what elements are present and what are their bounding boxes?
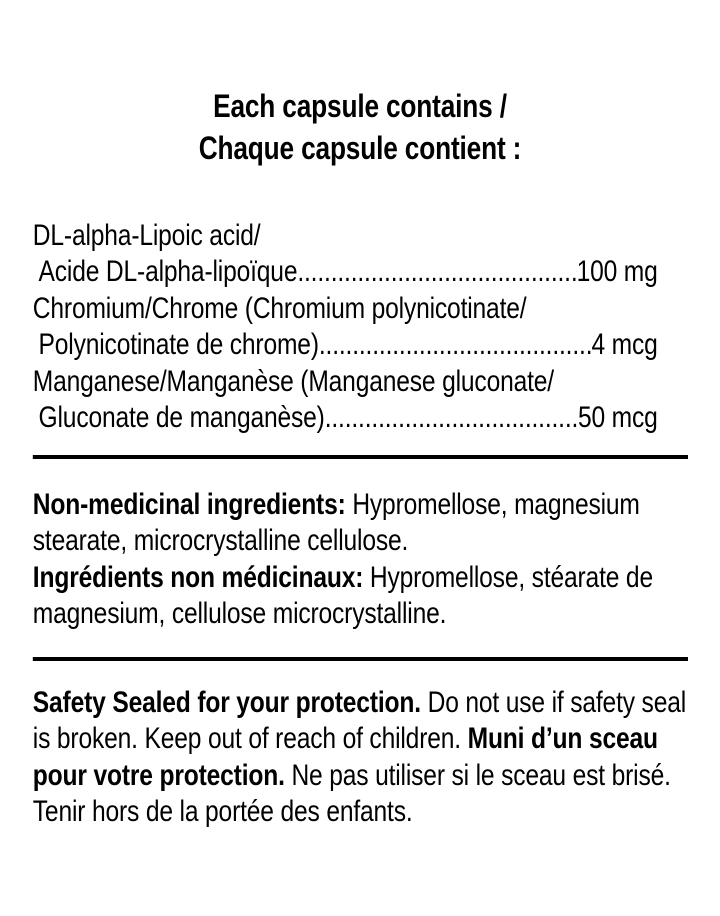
label-title (0, 85, 720, 169)
safety-line (33, 721, 688, 758)
non-medicinal-section (33, 487, 688, 633)
safety-fr-label: Muni d’un sceau (467, 722, 658, 755)
safety-line (33, 758, 688, 795)
ingredient-row (33, 218, 658, 291)
ingredient-name-continued: Acide DL-alpha-lipoïque (38, 255, 298, 288)
safety-en-text: is broken. Keep out of reach of children. (32, 722, 468, 755)
non-medicinal-fr-label: Ingrédients non médicinaux: (32, 560, 364, 594)
ingredient-name: DL-alpha-Lipoic acid/ (32, 218, 261, 252)
ingredient-name-continued: Polynicotinate de chrome) (38, 328, 319, 361)
dot-leader (319, 327, 592, 364)
ingredient-amount: 4 mcg (591, 328, 658, 361)
non-medicinal-en-text: Hypromellose, magnesium (345, 487, 640, 521)
non-medicinal-fr-line (33, 560, 688, 597)
ingredient-name: Chromium/Chrome (Chromium polynicotinate/ (32, 291, 527, 325)
ingredient-row (33, 291, 658, 364)
ingredient-name-continued: Gluconate de manganèse) (38, 401, 325, 434)
safety-line (33, 685, 688, 722)
ingredient-amount: 100 mg (576, 255, 658, 288)
label-title-en: Each capsule contains / (213, 88, 507, 124)
safety-line: Tenir hors de la portée des enfants. (32, 795, 413, 828)
section-divider (33, 657, 688, 661)
dot-leader (325, 400, 578, 437)
ingredient-amount-row (33, 327, 658, 364)
ingredient-amount-row (33, 400, 658, 437)
ingredient-list (33, 218, 658, 437)
safety-seal-section (33, 685, 688, 831)
ingredient-amount: 50 mcg (577, 401, 658, 434)
non-medicinal-en-line: stearate, microcrystalline cellulose. (32, 524, 409, 557)
ingredient-name: Manganese/Manganèse (Manganese gluconate/ (32, 364, 554, 398)
supplement-facts-label (0, 85, 720, 831)
label-title-fr: Chaque capsule contient : (198, 130, 522, 166)
dot-leader (297, 254, 576, 291)
safety-fr-label: pour votre protection. (32, 758, 285, 792)
safety-fr-text: Ne pas utiliser si le sceau est brisé. (284, 758, 671, 792)
safety-en-text: Do not use if safety seal (420, 685, 687, 719)
ingredient-amount-row (33, 254, 658, 291)
non-medicinal-fr-text: Hypromellose, stéarate de (363, 560, 653, 594)
ingredient-row (33, 364, 658, 437)
section-divider (33, 455, 688, 459)
safety-en-label: Safety Sealed for your protection. (32, 685, 421, 719)
non-medicinal-fr-line: magnesium, cellulose microcrystalline. (32, 597, 447, 630)
non-medicinal-en-line (33, 487, 688, 524)
non-medicinal-en-label: Non-medicinal ingredients: (32, 487, 346, 521)
